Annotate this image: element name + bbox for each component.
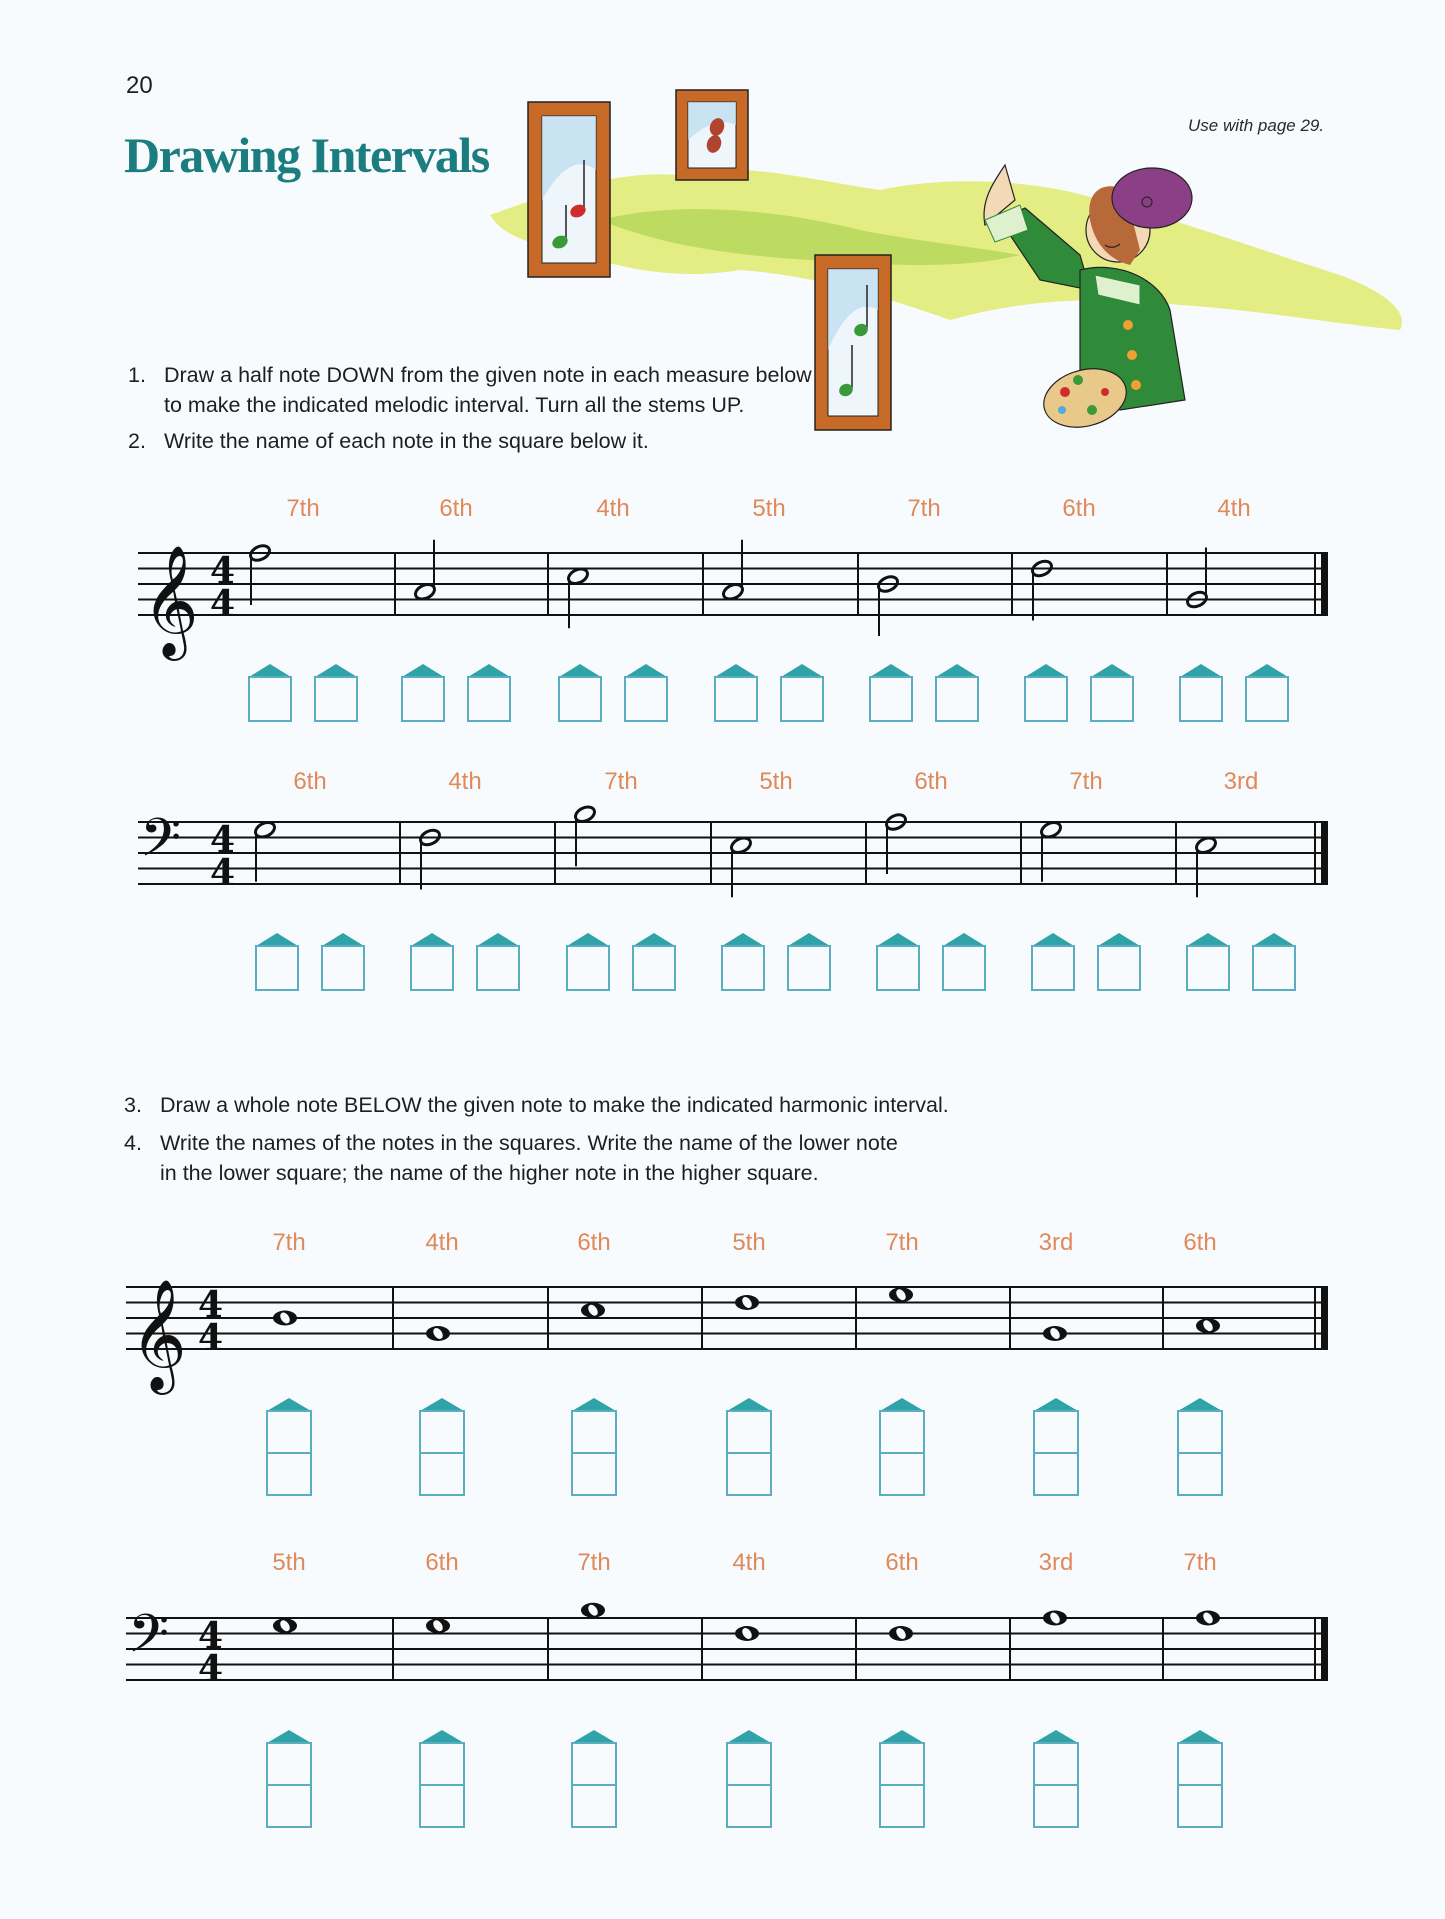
interval-label: 3rd	[1223, 768, 1259, 795]
interval-label: 7th	[1069, 768, 1103, 795]
box-roof-icon	[943, 933, 985, 946]
interval-label: 7th	[885, 1229, 919, 1256]
answer-box[interactable]	[788, 933, 830, 990]
box-roof-icon	[267, 1730, 311, 1743]
box-roof-icon	[1034, 1730, 1078, 1743]
answer-box-stacked[interactable]	[1034, 1398, 1078, 1495]
page-reference: Use with page 29.	[1188, 116, 1325, 135]
interval-label: 5th	[759, 768, 793, 795]
answer-box-outline[interactable]	[1098, 946, 1140, 990]
box-roof-icon	[1180, 664, 1222, 677]
answer-box[interactable]	[877, 933, 919, 990]
box-roof-icon	[411, 933, 453, 946]
answer-box-stacked[interactable]	[1178, 1730, 1222, 1827]
interval-label: 3rd	[1038, 1229, 1074, 1256]
answer-box-stacked[interactable]	[420, 1730, 464, 1827]
answer-box[interactable]	[477, 933, 519, 990]
box-roof-icon	[256, 933, 298, 946]
interval-label: 6th	[885, 1549, 919, 1576]
answer-box[interactable]	[322, 933, 364, 990]
interval-label: 4th	[1217, 495, 1251, 522]
bass-clef-icon: 𝄢	[140, 808, 182, 882]
final-barline-thick	[1321, 1617, 1328, 1681]
box-roof-icon	[420, 1730, 464, 1743]
answer-box[interactable]	[468, 664, 510, 721]
box-roof-icon	[870, 664, 912, 677]
answer-box-outline[interactable]	[633, 946, 675, 990]
instruction-3: 3. Draw a whole note BELOW the given note to make the indicated harmonic interval.	[124, 1093, 949, 1117]
box-roof-icon	[1091, 664, 1133, 677]
box-roof-icon	[1246, 664, 1288, 677]
interval-label: 7th	[907, 495, 941, 522]
answer-box-outline[interactable]	[1253, 946, 1295, 990]
page-title: Drawing Intervals	[124, 127, 489, 183]
time-signature-denominator: 4	[198, 1317, 224, 1359]
instruction-4: 4. Write the names of the notes in the squares. Write the name of the lower note in the lower square; the name of the higher note in the higher square.	[124, 1131, 898, 1185]
answer-box[interactable]	[781, 664, 823, 721]
box-roof-icon	[727, 1398, 771, 1411]
box-roof-icon	[559, 664, 601, 677]
answer-box-outline[interactable]	[468, 677, 510, 721]
answer-box-outline[interactable]	[1032, 946, 1074, 990]
box-roof-icon	[1025, 664, 1067, 677]
interval-label: 3rd	[1038, 1549, 1074, 1576]
box-roof-icon	[633, 933, 675, 946]
answer-box-outline[interactable]	[477, 946, 519, 990]
box-roof-icon	[1187, 933, 1229, 946]
answer-box-outline[interactable]	[1246, 677, 1288, 721]
given-note	[735, 1626, 759, 1641]
box-roof-icon	[567, 933, 609, 946]
answer-box[interactable]	[715, 664, 757, 721]
box-roof-icon	[572, 1398, 616, 1411]
given-note	[426, 1618, 450, 1633]
given-note	[1043, 1611, 1067, 1626]
time-signature-numerator: 4	[198, 1615, 224, 1657]
box-roof-icon	[322, 933, 364, 946]
given-note	[889, 1626, 913, 1641]
box-roof-icon	[1032, 933, 1074, 946]
interval-label: 4th	[732, 1549, 766, 1576]
answer-box-outline[interactable]	[411, 946, 453, 990]
answer-box[interactable]	[1032, 933, 1074, 990]
staff-2-bass	[138, 804, 1328, 897]
answer-box-stacked[interactable]	[1034, 1730, 1078, 1827]
given-note	[729, 835, 753, 897]
staff-1-treble	[138, 540, 1328, 661]
answer-box-outline[interactable]	[1180, 677, 1222, 721]
box-roof-icon	[880, 1730, 924, 1743]
answer-box-outline[interactable]	[402, 677, 444, 721]
interval-label: 7th	[286, 495, 320, 522]
answer-box-outline[interactable]	[625, 677, 667, 721]
interval-label: 6th	[293, 768, 327, 795]
answer-box-stacked[interactable]	[880, 1730, 924, 1827]
answer-box[interactable]	[411, 933, 453, 990]
interval-label: 4th	[596, 495, 630, 522]
box-roof-icon	[1034, 1398, 1078, 1411]
interval-label: 5th	[272, 1549, 306, 1576]
answer-box[interactable]	[402, 664, 444, 721]
answer-box[interactable]	[1025, 664, 1067, 721]
interval-label: 6th	[1062, 495, 1096, 522]
box-roof-icon	[1098, 933, 1140, 946]
box-roof-icon	[420, 1398, 464, 1411]
staff-3-treble	[126, 1278, 1328, 1395]
staff-4-bass	[126, 1603, 1328, 1690]
interval-label: 4th	[425, 1229, 459, 1256]
box-roof-icon	[781, 664, 823, 677]
given-note	[581, 1603, 605, 1618]
answer-box[interactable]	[625, 664, 667, 721]
given-note	[253, 820, 277, 882]
answer-box[interactable]	[315, 664, 357, 721]
time-signature-numerator: 4	[198, 1284, 224, 1326]
time-signature-denominator: 4	[210, 583, 236, 625]
time-signature-denominator: 4	[210, 852, 236, 894]
given-note	[735, 1295, 759, 1310]
interval-label: 6th	[577, 1229, 611, 1256]
given-note	[573, 804, 597, 866]
answer-box[interactable]	[1098, 933, 1140, 990]
box-roof-icon	[477, 933, 519, 946]
instruction-2: 2. Write the name of each note in the square below it.	[128, 429, 649, 453]
box-roof-icon	[468, 664, 510, 677]
answer-box-stacked[interactable]	[880, 1398, 924, 1495]
interval-label: 6th	[1183, 1229, 1217, 1256]
given-note	[413, 540, 437, 602]
given-note	[1196, 1318, 1220, 1333]
answer-box[interactable]	[1253, 933, 1295, 990]
given-note	[273, 1311, 297, 1326]
answer-box-outline[interactable]	[1025, 677, 1067, 721]
answer-box[interactable]	[1246, 664, 1288, 721]
answer-box-outline[interactable]	[936, 677, 978, 721]
box-roof-icon	[249, 664, 291, 677]
box-roof-icon	[788, 933, 830, 946]
given-note	[1194, 835, 1218, 897]
bass-clef-icon: 𝄢	[128, 1604, 170, 1678]
time-signature-numerator: 4	[210, 819, 236, 861]
time-signature-numerator: 4	[210, 550, 236, 592]
interval-label: 6th	[425, 1549, 459, 1576]
answer-box-stacked[interactable]	[1178, 1398, 1222, 1495]
interval-label: 5th	[732, 1229, 766, 1256]
answer-box-stacked[interactable]	[420, 1398, 464, 1495]
answer-box-outline[interactable]	[722, 946, 764, 990]
answer-box-outline[interactable]	[781, 677, 823, 721]
answer-box-outline[interactable]	[788, 946, 830, 990]
answer-box-outline[interactable]	[1091, 677, 1133, 721]
page-number: 20	[126, 72, 153, 99]
box-roof-icon	[1178, 1730, 1222, 1743]
answer-box[interactable]	[633, 933, 675, 990]
given-note	[1043, 1326, 1067, 1341]
answer-box-outline[interactable]	[322, 946, 364, 990]
given-note	[1196, 1611, 1220, 1626]
answer-box[interactable]	[722, 933, 764, 990]
answer-box[interactable]	[936, 664, 978, 721]
interval-label: 5th	[752, 495, 786, 522]
answer-box[interactable]	[249, 664, 291, 721]
interval-label: 7th	[577, 1549, 611, 1576]
given-note	[273, 1618, 297, 1633]
given-note	[426, 1326, 450, 1341]
answer-box-outline[interactable]	[943, 946, 985, 990]
box-roof-icon	[877, 933, 919, 946]
answer-box-outline[interactable]	[870, 677, 912, 721]
box-roof-icon	[315, 664, 357, 677]
box-roof-icon	[625, 664, 667, 677]
box-roof-icon	[1253, 933, 1295, 946]
answer-box[interactable]	[1091, 664, 1133, 721]
box-roof-icon	[727, 1730, 771, 1743]
answer-box[interactable]	[256, 933, 298, 990]
final-barline-thick	[1321, 552, 1328, 616]
answer-box-stacked[interactable]	[267, 1398, 311, 1495]
answer-box-outline[interactable]	[877, 946, 919, 990]
answer-box-outline[interactable]	[715, 677, 757, 721]
given-note	[566, 566, 590, 628]
box-roof-icon	[880, 1398, 924, 1411]
given-note	[581, 1303, 605, 1318]
instruction-1: 1. Draw a half note DOWN from the given note in each measure below to make the indicated melodic interval. Turn all the stems UP.	[128, 363, 812, 417]
interval-label: 4th	[448, 768, 482, 795]
box-roof-icon	[1178, 1398, 1222, 1411]
answer-box-stacked[interactable]	[727, 1398, 771, 1495]
box-roof-icon	[715, 664, 757, 677]
final-barline-thick	[1321, 1286, 1328, 1350]
answer-box[interactable]	[559, 664, 601, 721]
answer-box[interactable]	[943, 933, 985, 990]
interval-label: 6th	[914, 768, 948, 795]
interval-label: 7th	[604, 768, 638, 795]
given-note	[889, 1287, 913, 1302]
box-roof-icon	[722, 933, 764, 946]
answer-box-outline[interactable]	[315, 677, 357, 721]
interval-label: 6th	[439, 495, 473, 522]
treble-clef-icon: 𝄞	[130, 1278, 187, 1390]
treble-clef-icon: 𝄞	[142, 544, 199, 656]
interval-label: 7th	[1183, 1549, 1217, 1576]
box-roof-icon	[402, 664, 444, 677]
given-note	[721, 540, 745, 602]
answer-box[interactable]	[567, 933, 609, 990]
answer-box-outline[interactable]	[256, 946, 298, 990]
answer-box[interactable]	[1187, 933, 1229, 990]
answer-box-stacked[interactable]	[727, 1730, 771, 1827]
box-roof-icon	[267, 1398, 311, 1411]
answer-box-outline[interactable]	[559, 677, 601, 721]
time-signature-denominator: 4	[198, 1648, 224, 1690]
box-roof-icon	[936, 664, 978, 677]
answer-box-outline[interactable]	[1187, 946, 1229, 990]
answer-box[interactable]	[870, 664, 912, 721]
answer-box-stacked[interactable]	[572, 1398, 616, 1495]
box-roof-icon	[572, 1730, 616, 1743]
final-barline-thick	[1321, 821, 1328, 885]
answer-box-outline[interactable]	[249, 677, 291, 721]
answer-box-stacked[interactable]	[572, 1730, 616, 1827]
answer-box-outline[interactable]	[567, 946, 609, 990]
answer-box[interactable]	[1180, 664, 1222, 721]
answer-box-stacked[interactable]	[267, 1730, 311, 1827]
interval-label: 7th	[272, 1229, 306, 1256]
given-note	[1039, 820, 1063, 882]
